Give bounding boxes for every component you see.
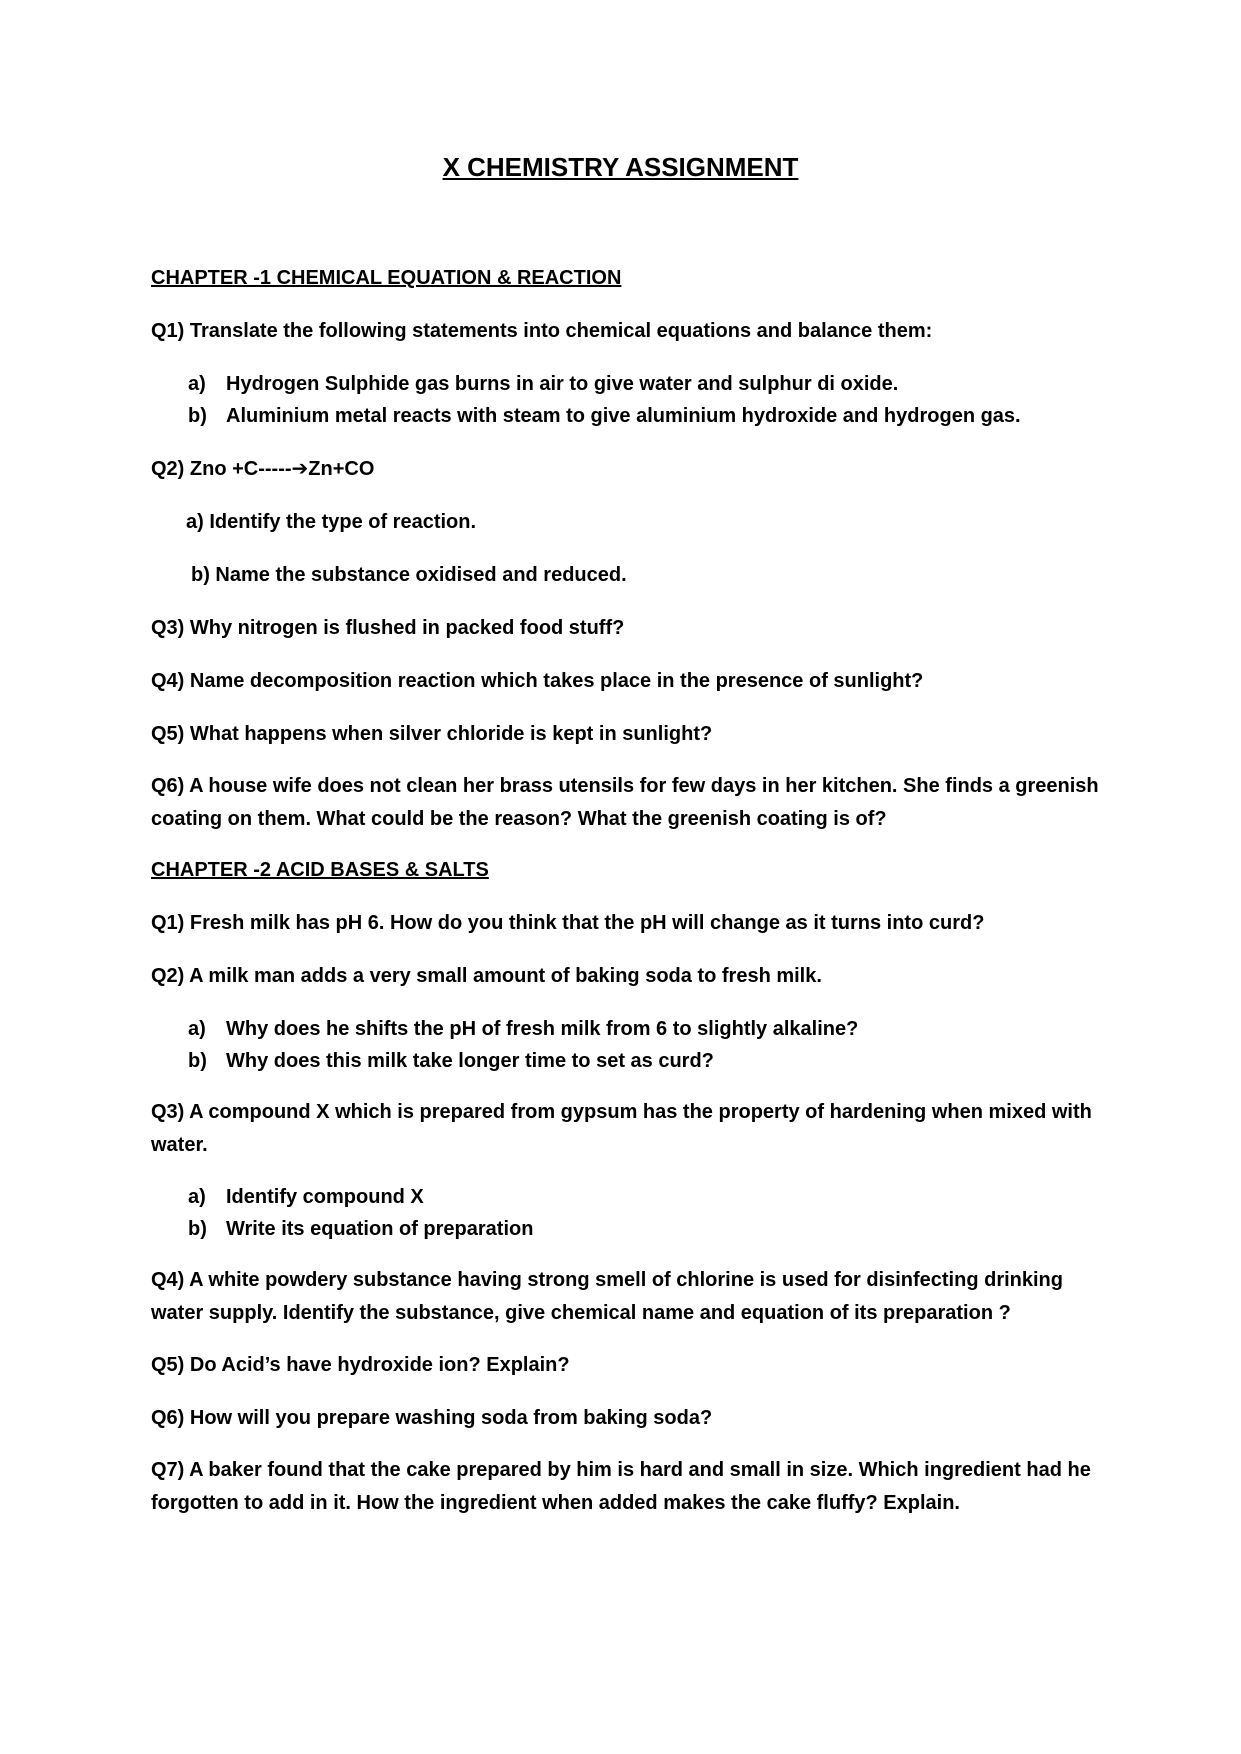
item-label: a)	[188, 1018, 206, 1040]
item-text: Hydrogen Sulphide gas burns in air to give water and sulphur di oxide.	[226, 373, 899, 395]
ch1-question-5: Q5) What happens when silver chloride is kept in sunlight?	[151, 723, 713, 745]
item-label: b)	[188, 405, 207, 427]
ch1-question-4: Q4) Name decomposition reaction which takes place in the presence of sunlight?	[151, 670, 924, 692]
ch1-q2-sub-b: b) Name the substance oxidised and reduced.	[191, 564, 627, 586]
chapter-2-heading: CHAPTER -2 ACID BASES & SALTS	[151, 859, 489, 881]
item-label: a)	[188, 1186, 206, 1208]
ch2-q2-item-a	[188, 1014, 858, 1044]
ch1-q1-item-a	[188, 369, 898, 399]
item-label: b)	[188, 1050, 207, 1072]
ch1-question-1: Q1) Translate the following statements into chemical equations and balance them:	[151, 320, 933, 342]
item-label: a)	[188, 373, 206, 395]
item-label: b)	[188, 1218, 207, 1240]
ch2-question-7: Q7) A baker found that the cake prepared by him is hard and small in size. Which ingredient had he forgotten to add in it. How the ingredient when added makes the cake fluffy? Explain.	[151, 1459, 1091, 1514]
ch1-question-2: Q2) Zno +C-----➔Zn+CO	[151, 458, 375, 480]
page-title: X CHEMISTRY ASSIGNMENT	[442, 152, 799, 182]
ch1-q2-sub-a: a) Identify the type of reaction.	[186, 511, 477, 533]
ch2-question-5: Q5) Do Acid’s have hydroxide ion? Explain?	[151, 1354, 570, 1376]
ch2-q3-item-a	[188, 1182, 424, 1212]
item-text: Identify compound X	[226, 1186, 424, 1208]
item-text: Aluminium metal reacts with steam to give aluminium hydroxide and hydrogen gas.	[226, 405, 1021, 427]
ch1-question-3: Q3) Why nitrogen is flushed in packed food stuff?	[151, 617, 625, 639]
chapter-1-heading: CHAPTER -1 CHEMICAL EQUATION & REACTION	[151, 267, 622, 289]
item-text: Why does this milk take longer time to set as curd?	[226, 1050, 714, 1072]
ch2-q3-item-b	[188, 1214, 533, 1244]
ch1-question-6: Q6) A house wife does not clean her brass utensils for few days in her kitchen. She finds a greenish coating on them. What could be the reason? What the greenish coating is of?	[151, 775, 1099, 830]
item-text: Write its equation of preparation	[226, 1218, 534, 1240]
item-text: Why does he shifts the pH of fresh milk from 6 to slightly alkaline?	[226, 1018, 859, 1040]
ch1-q1-item-b	[188, 401, 1021, 431]
ch2-question-2: Q2) A milk man adds a very small amount of baking soda to fresh milk.	[151, 965, 822, 987]
ch2-question-3: Q3) A compound X which is prepared from gypsum has the property of hardening when mixed with water.	[151, 1101, 1092, 1156]
ch2-question-1: Q1) Fresh milk has pH 6. How do you think that the pH will change as it turns into curd?	[151, 912, 985, 934]
ch2-q2-item-b	[188, 1046, 714, 1076]
ch2-question-6: Q6) How will you prepare washing soda from baking soda?	[151, 1407, 713, 1429]
ch2-question-4: Q4) A white powdery substance having strong smell of chlorine is used for disinfecting drinking water supply. Identify the substance, give chemical name and equation of its preparation ?	[151, 1269, 1063, 1324]
